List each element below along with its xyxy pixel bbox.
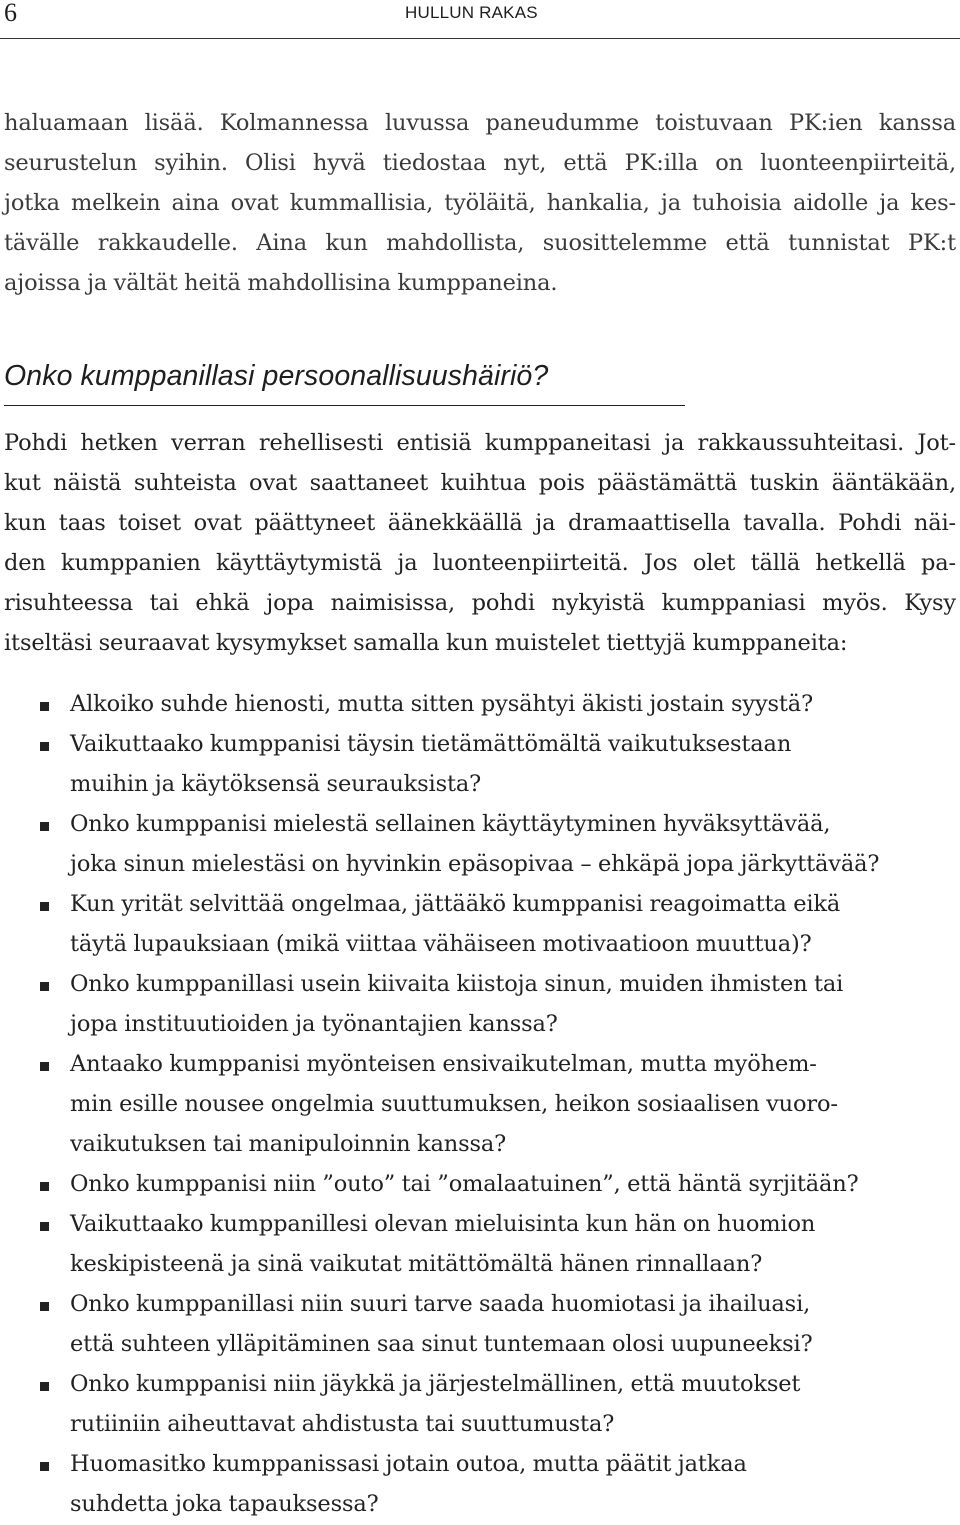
- page-header: [0, 0, 960, 39]
- list-item: [0, 1364, 940, 1444]
- list-item: [0, 1044, 940, 1164]
- question-list: [0, 684, 960, 1524]
- bullet-square-icon: [40, 1182, 49, 1191]
- list-item-text: Huomasitko kumppanissasi jotain outoa, mutta päätit jatkaa: [70, 1451, 747, 1477]
- list-item-text: keskipisteenä ja sinä vaikutat mitättömältä hänen rinnallaan?: [70, 1251, 763, 1277]
- text-line: kun taas toiset ovat päättyneet äänekkäällä ja dramaattisella tavalla. Pohdi näi-: [4, 510, 956, 536]
- page-number: 6: [4, 0, 17, 27]
- text-line: jotka melkein aina ovat kummallisia, työläitä, hankalia, ja tuhoisia aidolle ja kes-: [4, 190, 956, 216]
- list-item-text: Vaikuttaako kumppanisi täysin tietämättömältä vaikutuksestaan: [70, 731, 792, 757]
- list-item: [0, 804, 940, 884]
- list-item-text: vaikutuksen tai manipuloinnin kanssa?: [70, 1131, 507, 1157]
- list-item-text: Antaako kumppanisi myönteisen ensivaikutelman, mutta myöhem-: [70, 1051, 817, 1077]
- text-line: seurustelun syihin. Olisi hyvä tiedostaa nyt, että PK:illa on luonteenpiirteitä,: [4, 150, 956, 176]
- list-item-text: jopa instituutioiden ja työnantajien kanssa?: [70, 1011, 558, 1037]
- bullet-square-icon: [40, 982, 49, 991]
- list-item: [0, 884, 940, 964]
- list-item-text: Onko kumppanillasi niin suuri tarve saada huomiotasi ja ihailuasi,: [70, 1291, 811, 1317]
- list-item-text: Alkoiko suhde hienosti, mutta sitten pysähtyi äkisti jostain syystä?: [70, 691, 813, 717]
- intro-paragraph: [4, 103, 956, 303]
- list-item-text: Onko kumppanisi mielestä sellainen käyttäytyminen hyväksyttävää,: [70, 811, 831, 837]
- bullet-square-icon: [40, 822, 49, 831]
- list-item: [0, 1284, 940, 1364]
- list-item: [0, 724, 940, 804]
- list-item: [0, 1204, 940, 1284]
- list-item-text: Onko kumppanisi niin ”outo” tai ”omalaatuinen”, että häntä syrjitään?: [70, 1171, 859, 1197]
- list-item-text: Onko kumppanisi niin jäykkä ja järjestelmällinen, että muutokset: [70, 1371, 801, 1397]
- list-item-text: Onko kumppanillasi usein kiivaita kiistoja sinun, muiden ihmisten tai: [70, 971, 844, 997]
- bullet-square-icon: [40, 1382, 49, 1391]
- bullet-square-icon: [40, 902, 49, 911]
- text-line: haluamaan lisää. Kolmannessa luvussa paneudumme toistuvaan PK:ien kanssa: [4, 110, 956, 136]
- text-line: itseltäsi seuraavat kysymykset samalla kun muistelet tiettyjä kumppaneita:: [4, 630, 848, 656]
- list-item: [0, 1444, 940, 1524]
- list-item: [0, 964, 940, 1044]
- bullet-square-icon: [40, 1462, 49, 1471]
- bullet-square-icon: [40, 702, 49, 711]
- section-heading: Onko kumppanillasi persoonallisuushäiriö?: [4, 360, 549, 392]
- bullet-square-icon: [40, 1222, 49, 1231]
- bullet-square-icon: [40, 742, 49, 751]
- list-item-text: min esille nousee ongelmia suuttumuksen, heikon sosiaalisen vuoro-: [70, 1091, 838, 1117]
- list-item-text: joka sinun mielestäsi on hyvinkin epäsopivaa – ehkäpä jopa järkyttävää?: [70, 851, 880, 877]
- text-line: Pohdi hetken verran rehellisesti entisiä kumppaneitasi ja rakkaussuhteitasi. Jot-: [4, 430, 956, 456]
- text-line: kut näistä suhteista ovat saattaneet kuihtua pois päästämättä tuskin ääntäkään,: [4, 470, 956, 496]
- list-item-text: rutiiniin aiheuttavat ahdistusta tai suuttumusta?: [70, 1411, 615, 1437]
- body-paragraph: [4, 423, 956, 663]
- text-line: den kumppanien käyttäytymistä ja luonteenpiirteitä. Jos olet tällä hetkellä pa-: [4, 550, 956, 576]
- list-item-text: suhdetta joka tapauksessa?: [70, 1491, 379, 1517]
- list-item-text: muihin ja käytöksensä seurauksista?: [70, 771, 482, 797]
- bullet-square-icon: [40, 1302, 49, 1311]
- list-item-text: Kun yrität selvittää ongelmaa, jättääkö kumppanisi reagoimatta eikä: [70, 891, 841, 917]
- running-head: HULLUN RAKAS: [405, 3, 538, 22]
- text-line: tävälle rakkaudelle. Aina kun mahdollista, suosittelemme että tunnistat PK:t: [4, 230, 956, 256]
- list-item-text: Vaikuttaako kumppanillesi olevan mieluisinta kun hän on huomion: [70, 1211, 816, 1237]
- list-item: [0, 1164, 940, 1204]
- list-item: [0, 684, 940, 724]
- text-line: ajoissa ja vältät heitä mahdollisina kumppaneina.: [4, 270, 558, 296]
- text-line: risuhteessa tai ehkä jopa naimisissa, pohdi nykyistä kumppaniasi myös. Kysy: [4, 590, 956, 616]
- heading-underline: [4, 405, 685, 406]
- list-item-text: täytä lupauksiaan (mikä viittaa vähäiseen motivaatioon muuttua)?: [70, 931, 812, 957]
- list-item-text: että suhteen ylläpitäminen saa sinut tuntemaan olosi uupuneeksi?: [70, 1331, 813, 1357]
- bullet-square-icon: [40, 1062, 49, 1071]
